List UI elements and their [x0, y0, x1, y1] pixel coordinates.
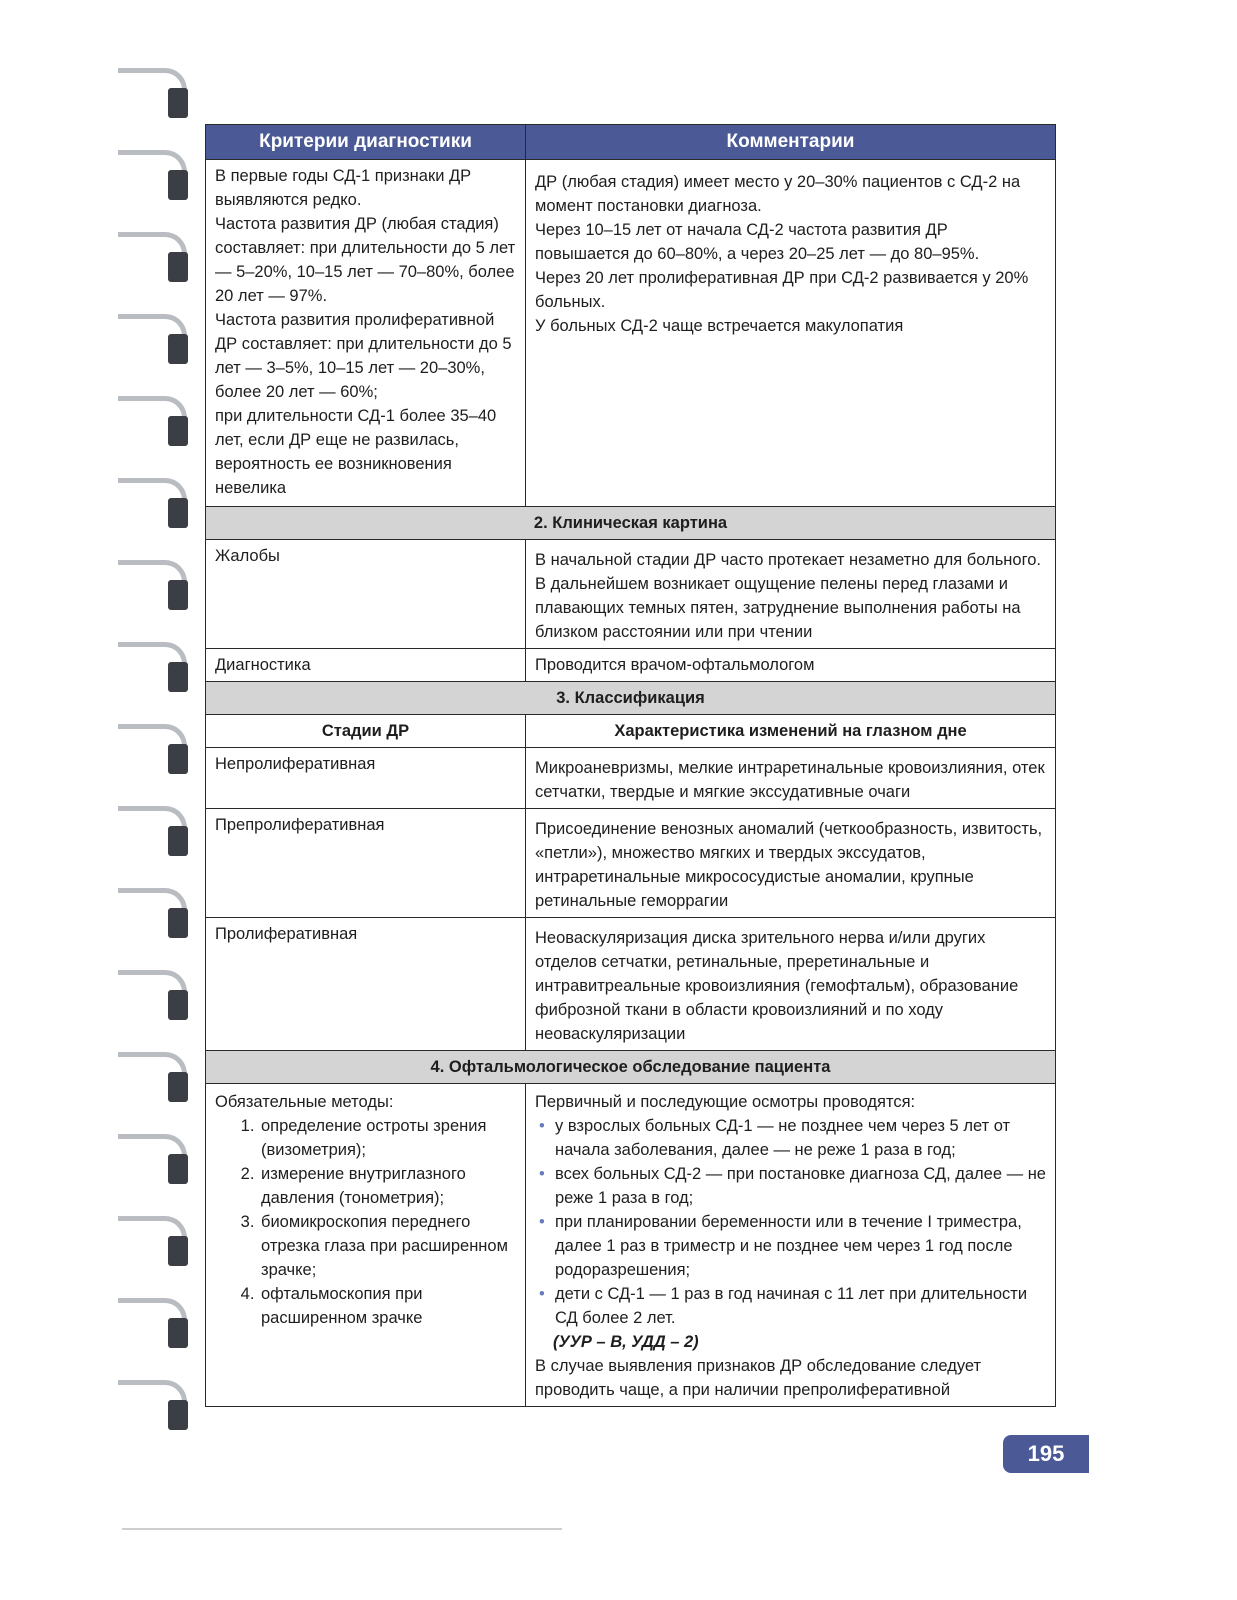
cell-text: ДР (любая стадия) имеет место у 20–30% пациентов с СД-2 на момент постановки диагноза. — [535, 173, 1021, 215]
binding-coil — [118, 718, 196, 778]
stage-description: Микроаневризмы, мелкие интраретинальные кровоизлияния, отек сетчатки, твердые и мягкие экссудативные очаги — [526, 748, 1056, 809]
binding-coil — [118, 144, 196, 204]
stage-name: Непролиферативная — [206, 748, 526, 809]
cell-text: при длительности СД-1 более 35–40 лет, если ДР еще не развилась, вероятность ее возникновения невелика — [215, 407, 497, 497]
binding-coil — [118, 882, 196, 942]
page-edge-line — [122, 1528, 562, 1530]
list-item: • у взрослых больных СД-1 — не позднее чем через 5 лет от начала заболевания, далее — не реже 1 раза в год; — [555, 1114, 1046, 1162]
binding-coil — [118, 554, 196, 614]
table-row — [206, 160, 1056, 507]
stage-name: Препролиферативная — [206, 809, 526, 918]
binding-coil — [118, 1374, 196, 1434]
diagnostics-table — [205, 124, 1056, 1407]
section-row — [206, 507, 1056, 540]
binding-coil — [118, 308, 196, 368]
section-row — [206, 1051, 1056, 1084]
row-label: Диагностика — [206, 649, 526, 682]
binding-coil — [118, 1292, 196, 1352]
schedule-note: В случае выявления признаков ДР обследование следует проводить чаще, а при наличии препролиферативной — [535, 1357, 982, 1399]
schedule-list — [535, 1114, 1046, 1330]
section-title-exam: 4. Офтальмологическое обследование пациента — [206, 1051, 1056, 1084]
stage-description: Присоединение венозных аномалий (четкообразность, извитость, «петли»), множество мягких и твердых экссудатов, интраретинальные микрососудистые аномалии, крупные ретинальные геморрагии — [526, 809, 1056, 918]
header-comments: Комментарии — [526, 125, 1056, 160]
section-row — [206, 682, 1056, 715]
page-number: 195 — [1003, 1435, 1089, 1473]
table-row — [206, 918, 1056, 1051]
cell-text: В первые годы СД-1 признаки ДР выявляются редко. — [215, 167, 472, 209]
table-row — [206, 809, 1056, 918]
binding-coil — [118, 390, 196, 450]
section-title-classification: 3. Классификация — [206, 682, 1056, 715]
table-row — [206, 1084, 1056, 1407]
table-row — [206, 649, 1056, 682]
subheader-row — [206, 715, 1056, 748]
header-criteria: Критерии диагностики — [206, 125, 526, 160]
subheader-characteristics: Характеристика изменений на глазном дне — [526, 715, 1056, 748]
row-label: Жалобы — [206, 540, 526, 649]
methods-list — [215, 1114, 516, 1330]
list-item: • всех больных СД-2 — при постановке диагноза СД, далее — не реже 1 раза в год; — [555, 1162, 1046, 1210]
exam-schedule-cell — [526, 1084, 1056, 1407]
evidence-level: (УУР – В, УДД – 2) — [553, 1333, 699, 1351]
binding-coil — [118, 800, 196, 860]
list-item: • при планировании беременности или в течение I триместра, далее 1 раз в триместр и не позднее чем через 1 год после родоразрешения; — [555, 1210, 1046, 1282]
table-row — [206, 540, 1056, 649]
table-row — [206, 748, 1056, 809]
list-item: • дети с СД-1 — 1 раз в год начиная с 11 лет при длительности СД более 2 лет. — [555, 1282, 1046, 1330]
binding-coil — [118, 226, 196, 286]
binding-coil — [118, 636, 196, 696]
list-item: 3. биомикроскопия переднего отрезка глаза при расширенном зрачке; — [259, 1210, 516, 1282]
schedule-title: Первичный и последующие осмотры проводятся: — [535, 1093, 916, 1111]
binding-coil — [118, 1046, 196, 1106]
stage-name: Пролиферативная — [206, 918, 526, 1051]
exam-methods-cell — [206, 1084, 526, 1407]
binding-coil — [118, 62, 196, 122]
row-value: В начальной стадии ДР часто протекает незаметно для больного. В дальнейшем возникает ощущение пелены перед глазами и плавающих темных пятен, затруднение выполнения работы на близком расстоянии или при чтении — [526, 540, 1056, 649]
row-value: Проводится врачом-офтальмологом — [526, 649, 1056, 682]
binding-coil — [118, 964, 196, 1024]
stage-description: Неоваскуляризация диска зрительного нерва и/или других отделов сетчатки, ретинальные, преретинальные и интравитреальные кровоизлияния (гемофтальм), образование фиброзной ткани в области кровоизлияний и по ходу неоваскуляризации — [526, 918, 1056, 1051]
list-item: 1. определение остроты зрения (визометрия); — [259, 1114, 516, 1162]
binding-coil — [118, 1128, 196, 1188]
cell-text: Частота развития ДР (любая стадия) составляет: при длительности до 5 лет — 5–20%, 10–15 лет — 70–80%, более 20 лет — 97%. — [215, 215, 516, 305]
list-item: 4. офтальмоскопия при расширенном зрачке — [259, 1282, 516, 1330]
table-header-row — [206, 125, 1056, 160]
cell-text: Через 10–15 лет от начала СД-2 частота развития ДР повышается до 60–80%, а через 20–25 лет — до 80–95%. — [535, 221, 980, 263]
cell-text: У больных СД-2 чаще встречается макулопатия — [535, 317, 904, 335]
intro-comments-cell — [526, 160, 1056, 507]
cell-text: Через 20 лет пролиферативная ДР при СД-2 развивается у 20% больных. — [535, 269, 1029, 311]
binding-coil — [118, 472, 196, 532]
list-item: 2. измерение внутриглазного давления (тонометрия); — [259, 1162, 516, 1210]
binding-coil — [118, 1210, 196, 1270]
intro-criteria-cell — [206, 160, 526, 507]
subheader-stages: Стадии ДР — [206, 715, 526, 748]
section-title-clinical: 2. Клиническая картина — [206, 507, 1056, 540]
cell-text: Частота развития пролиферативной ДР составляет: при длительности до 5 лет — 3–5%, 10–15 лет — 20–30%, более 20 лет — 60%; — [215, 311, 512, 401]
spiral-binding — [118, 62, 198, 1482]
methods-title: Обязательные методы: — [215, 1093, 394, 1111]
